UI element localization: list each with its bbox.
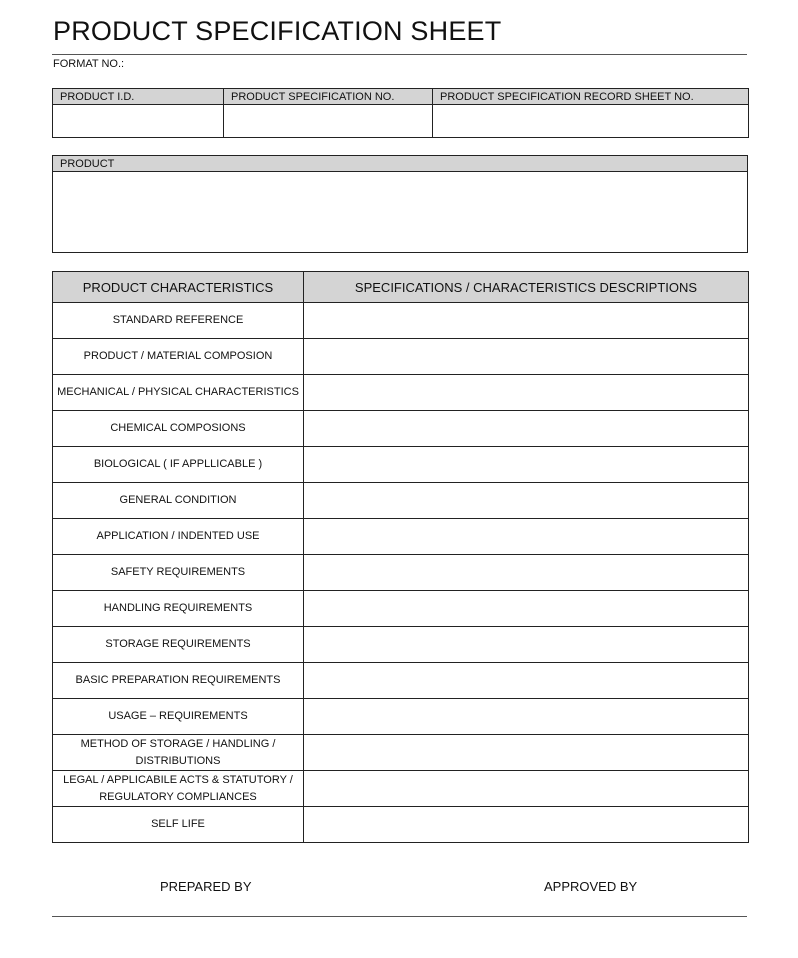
characteristic-label: APPLICATION / INDENTED USE [53, 519, 304, 555]
table-row [53, 699, 749, 735]
page-title: PRODUCT SPECIFICATION SHEET [53, 16, 502, 46]
approved-by-label: APPROVED BY [544, 879, 638, 894]
title-divider [52, 54, 747, 55]
product-id-header: PRODUCT I.D. [53, 89, 224, 105]
description-cell[interactable] [304, 483, 749, 519]
table-row [53, 519, 749, 555]
characteristic-label: BIOLOGICAL ( IF APPLLICABLE ) [53, 447, 304, 483]
description-cell[interactable] [304, 447, 749, 483]
description-cell[interactable] [304, 771, 749, 807]
characteristic-label: CHEMICAL COMPOSIONS [53, 411, 304, 447]
specifications-table [52, 271, 749, 843]
description-cell[interactable] [304, 735, 749, 771]
format-number-label: FORMAT NO.: [53, 58, 125, 70]
characteristic-label: STANDARD REFERENCE [53, 303, 304, 339]
prepared-by-label: PREPARED BY [160, 879, 252, 894]
description-cell[interactable] [304, 303, 749, 339]
spec-number-field[interactable] [224, 105, 433, 138]
table-row [53, 555, 749, 591]
record-sheet-number-header: PRODUCT SPECIFICATION RECORD SHEET NO. [433, 89, 749, 105]
product-table [52, 155, 748, 253]
table-row [53, 339, 749, 375]
table-row [53, 447, 749, 483]
description-cell[interactable] [304, 375, 749, 411]
characteristic-label: GENERAL CONDITION [53, 483, 304, 519]
characteristic-label: PRODUCT / MATERIAL COMPOSION [53, 339, 304, 375]
table-row [53, 591, 749, 627]
characteristic-label: SAFETY REQUIREMENTS [53, 555, 304, 591]
description-cell[interactable] [304, 591, 749, 627]
characteristic-label: METHOD OF STORAGE / HANDLING / DISTRIBUTIONS [53, 735, 304, 771]
description-cell[interactable] [304, 699, 749, 735]
record-sheet-number-field[interactable] [433, 105, 749, 138]
description-cell[interactable] [304, 519, 749, 555]
signature-line [52, 916, 747, 917]
description-cell[interactable] [304, 339, 749, 375]
characteristic-label: BASIC PREPARATION REQUIREMENTS [53, 663, 304, 699]
descriptions-column-header: SPECIFICATIONS / CHARACTERISTICS DESCRIPTIONS [304, 272, 749, 303]
product-id-field[interactable] [53, 105, 224, 138]
table-row [53, 483, 749, 519]
description-cell[interactable] [304, 807, 749, 843]
description-cell[interactable] [304, 663, 749, 699]
table-row [53, 735, 749, 771]
description-cell[interactable] [304, 555, 749, 591]
spec-number-header: PRODUCT SPECIFICATION NO. [224, 89, 433, 105]
characteristic-label: HANDLING REQUIREMENTS [53, 591, 304, 627]
characteristic-label: USAGE – REQUIREMENTS [53, 699, 304, 735]
characteristic-label: MECHANICAL / PHYSICAL CHARACTERISTICS [53, 375, 304, 411]
product-description-field[interactable] [53, 172, 748, 253]
table-row [53, 411, 749, 447]
table-row [53, 807, 749, 843]
identification-table [52, 88, 749, 138]
table-row [53, 303, 749, 339]
description-cell[interactable] [304, 411, 749, 447]
description-cell[interactable] [304, 627, 749, 663]
table-row [53, 627, 749, 663]
product-header: PRODUCT [53, 156, 748, 172]
table-row [53, 375, 749, 411]
table-row [53, 663, 749, 699]
characteristic-label: SELF LIFE [53, 807, 304, 843]
characteristics-column-header: PRODUCT CHARACTERISTICS [53, 272, 304, 303]
characteristic-label: STORAGE REQUIREMENTS [53, 627, 304, 663]
table-row [53, 771, 749, 807]
characteristic-label: LEGAL / APPLICABILE ACTS & STATUTORY / REGULATORY COMPLIANCES [53, 771, 304, 807]
